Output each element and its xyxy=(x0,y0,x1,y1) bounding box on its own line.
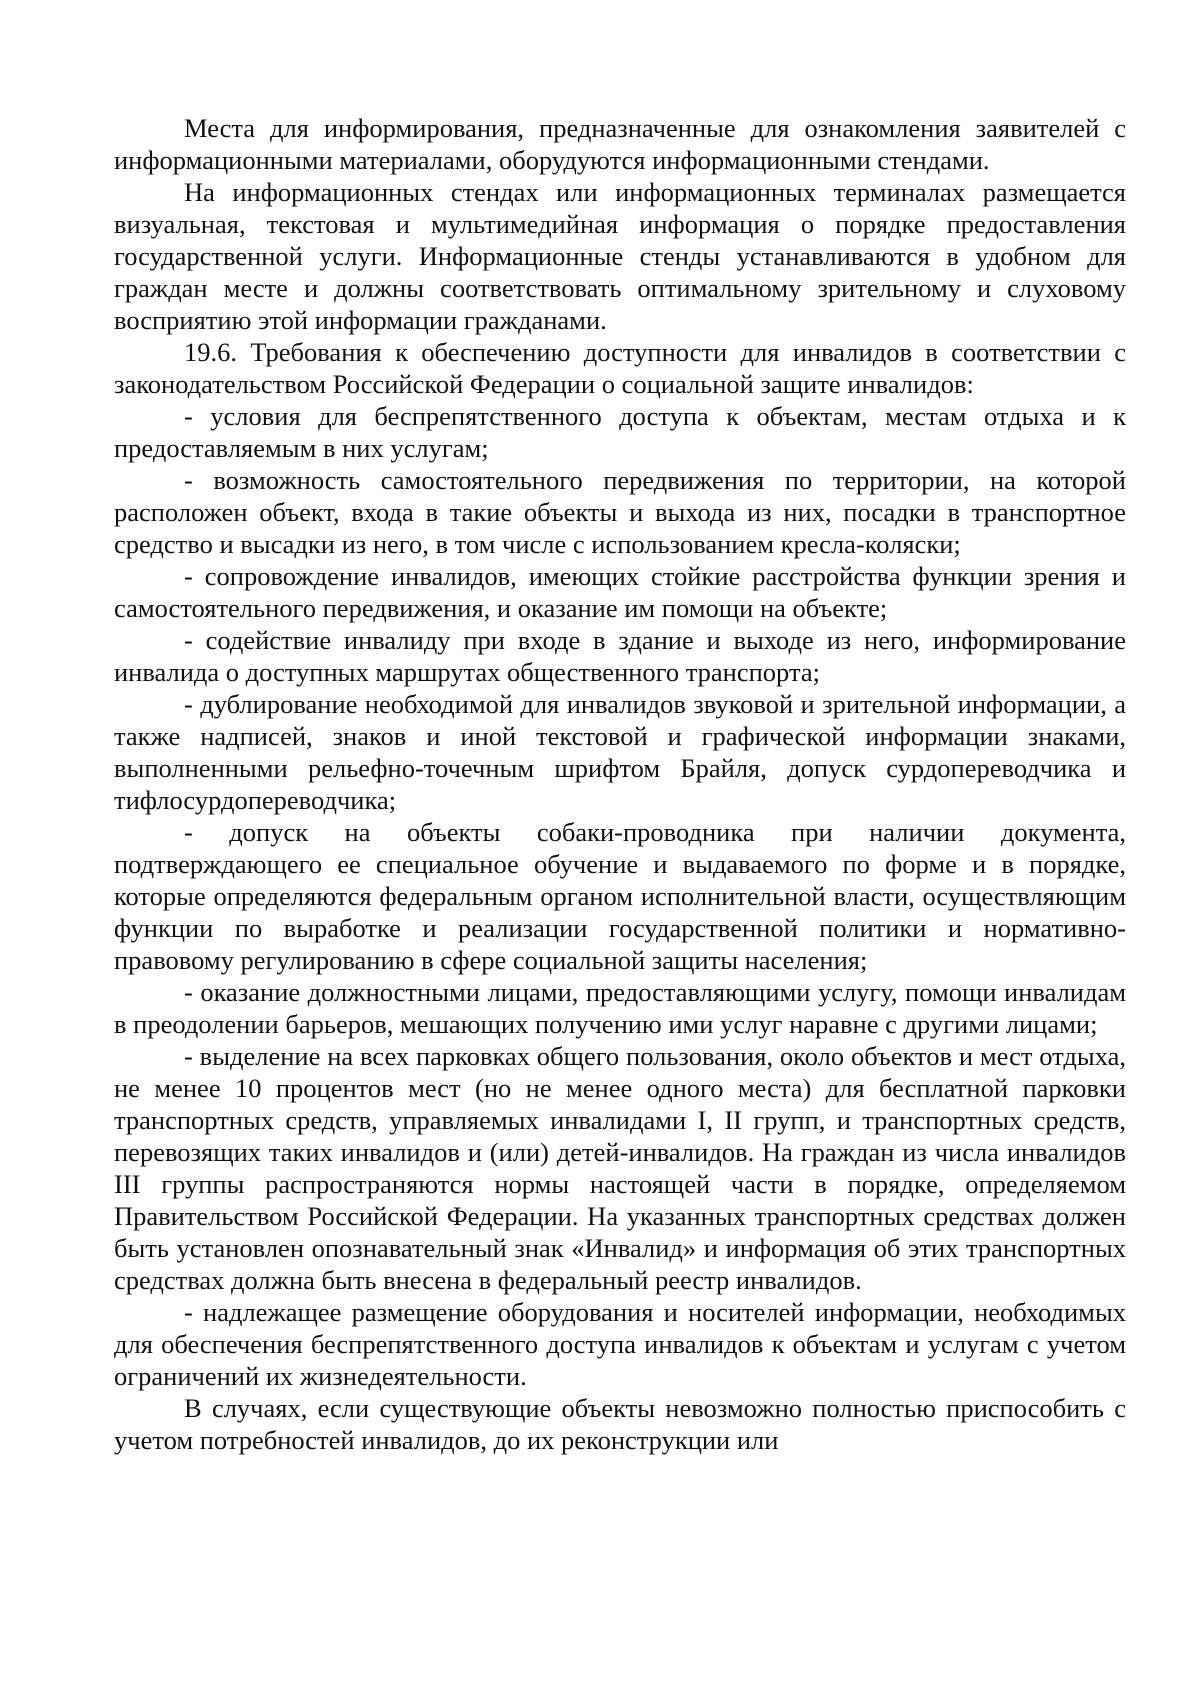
list-item-unobstructed-access: - условия для беспрепятственного доступа к объектам, местам отдыха и к предоставляемым в них услугам; xyxy=(114,401,1126,463)
paragraph-info-places: Места для информирования, предназначенные для ознакомления заявителей с информационными материалами, оборудуются информационными стендами. xyxy=(114,113,1126,175)
paragraph-info-stands: На информационных стендах или информационных терминалах размещается визуальная, текстовая и мультимедийная информация о порядке предоставления государственной услуги. Информационные стенды устанавливаются в удобном для граждан месте и должны соответствовать оптимальному зрительному и слуховому восприятию этой информации гражданами. xyxy=(114,177,1126,335)
paragraph-adaptation: В случаях, если существующие объекты невозможно полностью приспособить с учетом потребностей инвалидов, до их реконструкции или xyxy=(114,1393,1126,1455)
list-item-staff-assistance: - оказание должностными лицами, предоставляющими услугу, помощи инвалидам в преодолении барьеров, мешающих получению ими услуг наравне с другими лицами; xyxy=(114,977,1126,1039)
list-item-entry-assistance: - содействие инвалиду при входе в здание и выходе из него, информирование инвалида о доступных маршрутах общественного транспорта; xyxy=(114,625,1126,687)
list-item-parking: - выделение на всех парковках общего пользования, около объектов и мест отдыха, не менее 10 процентов мест (но не менее одного места) для бесплатной парковки транспортных средств, управляемых инвалидами I, II групп, и транспортных средств, перевозящих таких инвалидов и (или) детей-инвалидов. На граждан из числа инвалидов III группы распространяются нормы настоящей части в порядке, определяемом Правительством Российской Федерации. На указанных транспортных средствах должен быть установлен опознавательный знак «Инвалид» и информация об этих транспортных средствах должна быть внесена в федеральный реестр инвалидов. xyxy=(114,1041,1126,1295)
paragraph-section-19-6: 19.6. Требования к обеспечению доступности для инвалидов в соответствии с законодательством Российской Федерации о социальной защите инвалидов: xyxy=(114,337,1126,399)
list-item-guide-dog: - допуск на объекты собаки-проводника при наличии документа, подтверждающего ее специальное обучение и выдаваемого по форме и в порядке, которые определяются федеральным органом исполнительной власти, осуществляющим функции по выработке и реализации государственной политики и нормативно-правовому регулированию в сфере социальной защиты населения; xyxy=(114,817,1126,975)
list-item-equipment-placement: - надлежащее размещение оборудования и носителей информации, необходимых для обеспечения беспрепятственного доступа инвалидов к объектам и услугам с учетом ограничений их жизнедеятельности. xyxy=(114,1297,1126,1391)
list-item-escort: - сопровождение инвалидов, имеющих стойкие расстройства функции зрения и самостоятельного передвижения, и оказание им помощи на объекте; xyxy=(114,561,1126,623)
list-item-independent-movement: - возможность самостоятельного передвижения по территории, на которой расположен объект, входа в такие объекты и выхода из них, посадки в транспортное средство и высадки из него, в том числе с использованием кресла-коляски; xyxy=(114,465,1126,559)
list-item-information-duplication: - дублирование необходимой для инвалидов звуковой и зрительной информации, а также надписей, знаков и иной текстовой и графической информации знаками, выполненными рельефно-точечным шрифтом Брайля, допуск сурдопереводчика и тифлосурдопереводчика; xyxy=(114,689,1126,815)
document-body xyxy=(114,112,1126,1456)
